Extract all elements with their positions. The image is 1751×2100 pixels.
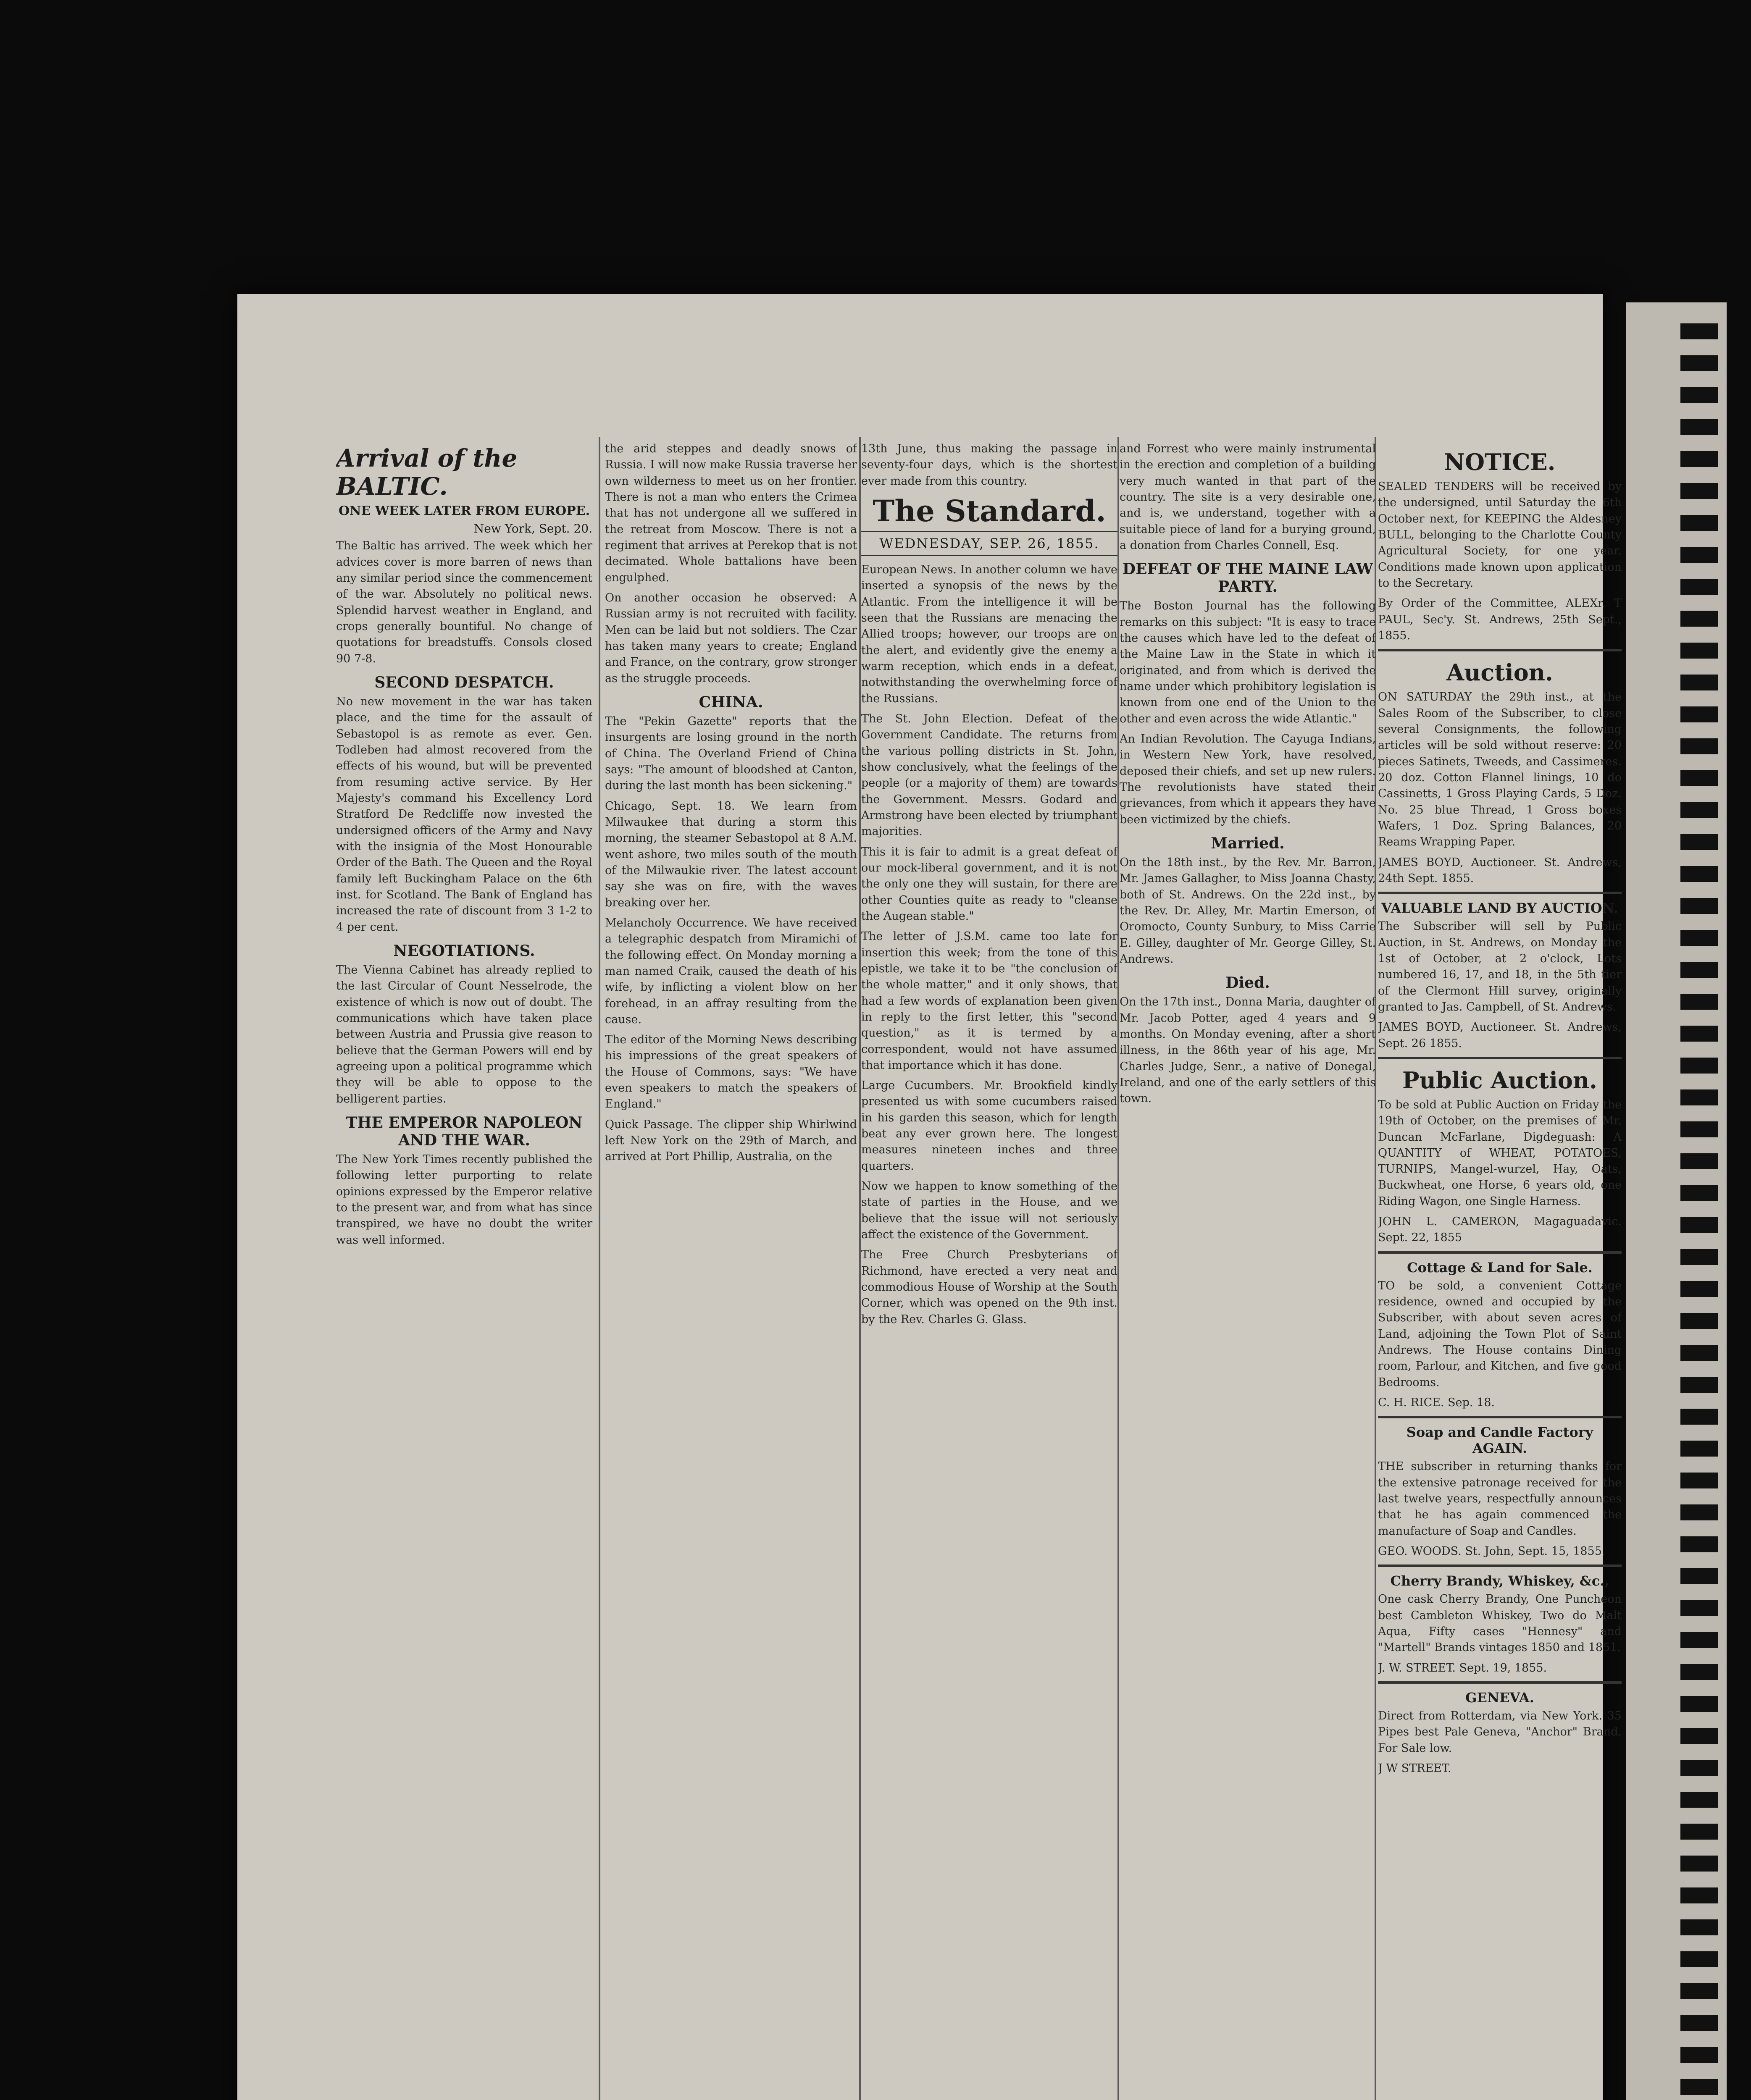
ad-signature: JOHN L. CAMERON, Magaguadavic. Sept. 22, 1855	[1378, 1215, 1622, 1244]
article-text: Quick Passage. The clipper ship Whirlwind left New York on the 29th of March, and arrived at Port Phillip, Australia, on the	[605, 1118, 857, 1163]
ad-signature: JAMES BOYD, Auctioneer. St. Andrews, 24th Sept. 1855.	[1378, 856, 1622, 885]
article-text: Melancholy Occurrence. We have received a telegraphic despatch from Miramichi of the following effect. On Monday morning a man named Craik, caused the death of his wife, by inflicting a violent blow on her forehead, in an affray resulting from the cause.	[605, 916, 857, 1026]
article-text: The Vienna Cabinet has already replied to the last Circular of Count Nesselrode, the existence of which is now out of doubt. The communications which have taken place between Austria and Prussia give reason to believe that the German Powers will end by agreeing upon a political programme which they will be able to oppose to the belligerent parties.	[336, 963, 592, 1105]
ad-text: To be sold at Public Auction on Friday the 19th of October, on the premises of Mr. Duncan McFarlane, Digdeguash: A QUANTITY of WHEAT, POTATOES, TURNIPS, Mangel-wurzel, Hay, Oats, Buckwheat, one Horse, 6 years old, one Riding Wagon, one Single Harness.	[1378, 1098, 1622, 1208]
ad-text: The Subscriber will sell by Public Auction, in St. Andrews, on Monday the 1st of October, at 2 o'clock, Lots numbered 16, 17, and 18, in the 5th tier of the Clermont Hill survey, originally granted to Jas. Campbell, of St. Andrews.	[1378, 920, 1622, 1013]
ad-divider	[1378, 649, 1622, 651]
ad-divider	[1378, 1681, 1622, 1684]
column-rule	[599, 437, 600, 2100]
article-text: The Boston Journal has the following remarks on this subject: "It is easy to trace the causes which have led to the defeat of the Maine Law in the State in which it originated, and from which is derived the name under which prohibitory legislation is known from one end of the Union to the other and even across the wide Atlantic."	[1120, 599, 1376, 725]
dateline: New York, Sept. 20.	[473, 522, 592, 536]
article-text: On another occasion he observed: A Russian army is not recruited with facility. Men can be laid but not soldiers. The Czar has taken many years to create; England and France, on the contrary, grow stronger as the struggle proceeds.	[605, 591, 857, 685]
issue-date: WEDNESDAY, SEP. 26, 1855.	[861, 531, 1117, 556]
article-text: Chicago, Sept. 18. We learn from Milwaukee that during a storm this morning, the steamer Sebastopol at 8 A.M. went ashore, two miles south of the mouth of the Milwaukie river. The latest account say she was on fire, with the waves breaking over her.	[605, 799, 857, 909]
ad-divider	[1378, 1251, 1622, 1254]
section-heading: NEGOTIATIONS.	[393, 942, 535, 960]
article-text: No new movement in the war has taken place, and the time for the assault of Sebastopol is as remote as ever. Gen. Todleben had almost recovered from the effects of his wound, but will be prevented from resuming active service. By Her Majesty's command his Excellency Lord Stratford De Redcliffe now invested the undersigned officers of the Army and Navy with the insignia of the Most Honourable Order of the Bath. The Queen and the Royal family left Buckingham Palace on the 6th inst. for Scotland. The Bank of England has increased the rate of discount from 3 1-2 to 4 per cent.	[336, 695, 592, 934]
article-text: The "Pekin Gazette" reports that the insurgents are losing ground in the north of China. The Overland Friend of China says: "The amount of bloodshed at Canton, during the last month has been sickening."	[605, 714, 857, 793]
ad-signature: By Order of the Committee, ALEXr. T PAUL, Sec'y. St. Andrews, 25th Sept., 1855.	[1378, 597, 1622, 642]
article-text: The New York Times recently published the following letter purporting to relate opinions expressed by the Emperor relative to the present war, and from what has since transpired, we have no doubt the writer was well informed.	[336, 1152, 592, 1247]
ad-text: Direct from Rotterdam, via New York. 35 Pipes best Pale Geneva, "Anchor" Brand. For Sale low.	[1378, 1709, 1622, 1755]
article-text: The editor of the Morning News describing his impressions of the great speakers of the House of Commons, says: "We have even speakers to match the speakers of England."	[605, 1033, 857, 1111]
section-heading: DEFEAT OF THE MAINE LAW PARTY.	[1122, 560, 1373, 596]
ad-title: NOTICE.	[1444, 449, 1556, 475]
ad-signature: GEO. WOODS. St. John, Sept. 15, 1855.	[1378, 1545, 1606, 1558]
ad-signature: C. H. RICE. Sep. 18.	[1378, 1396, 1495, 1410]
ad-divider	[1378, 1057, 1622, 1059]
article-text: 13th June, thus making the passage in seventy-four days, which is the shortest ever made from this country.	[861, 442, 1117, 488]
section-heading: Died.	[1225, 974, 1270, 992]
article-text: The Free Church Presbyterians of Richmond, have erected a very neat and commodious House of Worship at the South Corner, which was opened on the 9th inst. by the Rev. Charles G. Glass.	[861, 1248, 1117, 1326]
ad-title: Cherry Brandy, Whiskey, &c.,	[1390, 1573, 1609, 1589]
column-rule	[859, 437, 861, 2100]
section-heading: SECOND DESPATCH.	[374, 674, 554, 691]
ad-title: Public Auction.	[1402, 1066, 1597, 1094]
column-3	[861, 441, 1117, 2100]
ad-title: Auction.	[1446, 659, 1553, 686]
ad-title: VALUABLE LAND BY AUCTION.	[1381, 900, 1618, 916]
article-text: Now we happen to know something of the state of parties in the House, and we believe that the issue will not seriously affect the existence of the Government.	[861, 1180, 1117, 1242]
ad-signature: J. W. STREET. Sept. 19, 1855.	[1378, 1661, 1547, 1675]
article-text: and Forrest who were mainly instrumental in the erection and completion of a building very much wanted in that part of the country. The site is a very desirable one, and is, we understand, together with a suitable piece of land for a burying ground, a donation from Charles Connell, Esq.	[1120, 442, 1376, 552]
ad-text: SEALED TENDERS will be received by the undersigned, until Saturday the 6th October next, for KEEPING the Aldesney BULL, belonging to the Charlotte County Agricultural Society, for one year. Conditions made known upon application to the Secretary.	[1378, 480, 1622, 590]
ad-signature: J W STREET.	[1378, 1762, 1451, 1775]
ad-divider	[1378, 892, 1622, 894]
article-subhead: ONE WEEK LATER FROM EUROPE.	[338, 504, 590, 519]
section-heading: Married.	[1211, 834, 1285, 852]
article-text: The St. John Election. Defeat of the Government Candidate. The returns from the various polling districts in St. John, show conclusively, what the feelings of the people (or a majority of them) are towards the Government. Messrs. Godard and Armstrong have been elected by triumphant majorities.	[861, 712, 1117, 838]
column-rule	[1117, 437, 1119, 2100]
ad-divider	[1378, 1564, 1622, 1567]
article-text: The Baltic has arrived. The week which her advices cover is more barren of news than any similar period since the commencement of the war. Absolutely no political news. Splendid harvest weather in England, and crops generally bountiful. No change of quotations for breadstuffs. Consols closed 90 7-8.	[336, 539, 592, 665]
ad-title: GENEVA.	[1465, 1690, 1534, 1706]
ad-divider	[1378, 1416, 1622, 1418]
column-1	[336, 441, 592, 2100]
article-headline: Arrival of the BALTIC.	[336, 444, 518, 501]
ad-text: ON SATURDAY the 29th inst., at the Sales Room of the Subscriber, to close several Consignments, the following articles will be sold without reserve: 20 pieces Satinets, Tweeds, and Cassimeres. 20 doz. Cotton Flannel linings, 10 do Cassinetts, 1 Gross Playing Cards, 5 Doz. No. 25 blue Thread, 1 Gross boxes Wafers, 1 Doz. Spring Balances, 20 Reams Wrapping Paper.	[1378, 690, 1622, 849]
column-5-advertisements	[1378, 441, 1622, 2100]
article-text: the arid steppes and deadly snows of Russia. I will now make Russia traverse her own wilderness to meet us on her frontier. There is not a man who enters the Crimea that has not undergone all we suffered in the retreat from Moscow. There is not a regiment that arrives at Perekop that is not decimated. Whole battalions have been engulphed.	[605, 442, 857, 584]
masthead: The Standard.	[873, 493, 1106, 528]
article-text: An Indian Revolution. The Cayuga Indians, in Western New York, have resolved, deposed their chiefs, and set up new rulers. The revolutionists have stated their grievances, from which it appears they have been victimized by the chiefs.	[1120, 732, 1376, 826]
section-heading: THE EMPEROR NAPOLEON AND THE WAR.	[346, 1113, 583, 1149]
article-text: On the 18th inst., by the Rev. Mr. Barron, Mr. James Gallagher, to Miss Joanna Chasty, both of St. Andrews. On the 22d inst., by the Rev. Dr. Alley, Mr. Martin Emerson, of Oromocto, County Sunbury, to Miss Carrie E. Gilley, daughter of Mr. George Gilley, St. Andrews.	[1120, 856, 1376, 966]
ad-title: Cottage & Land for Sale.	[1407, 1259, 1593, 1276]
column-4	[1120, 441, 1376, 2100]
article-text: The letter of J.S.M. came too late for insertion this week; from the tone of this epistle, we take it to be "the conclusion of the whole matter," and it only shows, that had a few words of explanation been given in reply to the first letter, this "second question," as it is termed by a correspondent, would not have assumed that importance which it has done.	[861, 930, 1117, 1072]
ad-title: Soap and Candle Factory AGAIN.	[1406, 1424, 1593, 1457]
ad-text: One cask Cherry Brandy, One Puncheon best Cambleton Whiskey, Two do Malt Aqua, Fifty cases "Hennesy" and "Martell" Brands vintages 1850 and 1851.	[1378, 1593, 1622, 1654]
section-heading: CHINA.	[699, 693, 763, 711]
column-2	[605, 441, 857, 2100]
article-text: Large Cucumbers. Mr. Brookfield kindly presented us with some cucumbers raised in his garden this season, which for length beat any ever grown here. The longest measures nineteen inches and three quarters.	[861, 1079, 1117, 1173]
ad-text: TO be sold, a convenient Cottage residence, owned and occupied by the Subscriber, with about seven acres of Land, adjoining the Town Plot of Saint Andrews. The House contains Dining room, Parlour, and Kitchen, and five good Bedrooms.	[1378, 1279, 1622, 1389]
film-sprocket-holes	[1680, 323, 1718, 2100]
ad-text: THE subscriber in returning thanks for the extensive patronage received for the last twelve years, respectfully announces that he has again commenced the manufacture of Soap and Candles.	[1378, 1460, 1622, 1538]
article-text: On the 17th inst., Donna Maria, daughter of Mr. Jacob Potter, aged 4 years and 9 months. On Monday evening, after a short illness, in the 86th year of his age, Mr. Charles Judge, Senr., a native of Donegal, Ireland, and one of the early settlers of this town.	[1120, 995, 1376, 1105]
article-text: This it is fair to admit is a great defeat of our mock-liberal government, and it is not the only one they will sustain, for there are other Counties quite as ready to "cleanse the Augean stable."	[861, 845, 1117, 923]
ad-signature: JAMES BOYD, Auctioneer. St. Andrews, Sept. 26 1855.	[1378, 1021, 1622, 1050]
article-text: European News. In another column we have inserted a synopsis of the news by the Atlantic. From the intelligence it will be seen that the Russians are menacing the Allied troops; however, our troops are on the alert, and evidently give the enemy a warm reception, which ends in a defeat, notwithstanding the overwhelming force of the Russians.	[861, 563, 1117, 705]
